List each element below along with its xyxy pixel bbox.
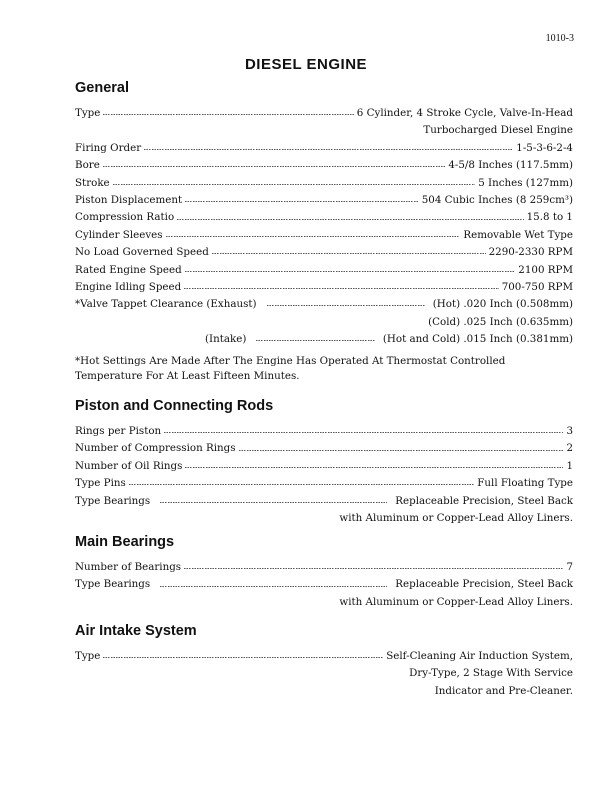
spec-row-type — [75, 105, 573, 122]
spec-label: Type Bearings — [75, 578, 151, 591]
spec-row — [75, 423, 573, 440]
spec-value: 1-5-3-6-2-4 — [516, 141, 573, 154]
spec-row-type — [75, 648, 573, 665]
spec-value: Removable Wet Type — [463, 228, 573, 241]
spec-value: 5 Inches (127mm) — [478, 176, 573, 189]
spec-label: Bore — [75, 159, 100, 172]
spec-label: Cylinder Sleeves — [75, 228, 163, 241]
spec-label: Number of Bearings — [75, 561, 182, 573]
spec-label: Type — [75, 107, 101, 119]
section-piston-rods — [75, 398, 573, 527]
spec-label: Firing Order — [75, 141, 142, 154]
spec-label: Number of Oil Rings — [75, 459, 183, 472]
dot-leader — [160, 502, 387, 503]
spec-label: (Intake) — [205, 333, 247, 346]
footnote: *Hot Settings Are Made After The Engine Has Operated At Thermostat Controlled Temperature For At Least Fifteen Minutes. — [75, 355, 506, 383]
spec-label: Compression Ratio — [75, 211, 175, 224]
dot-leader — [177, 219, 523, 220]
spec-value-continued: Dry-Type, 2 Stage With Service — [409, 667, 573, 680]
dot-leader — [267, 305, 425, 306]
spec-row — [75, 458, 573, 475]
section-general — [75, 80, 573, 384]
spec-row-sleeves — [75, 227, 573, 244]
dot-leader — [103, 114, 353, 115]
spec-label: *Valve Tappet Clearance (Exhaust) — [75, 298, 257, 311]
spec-row — [75, 493, 573, 510]
dot-leader — [185, 201, 419, 202]
dot-leader — [256, 340, 375, 341]
spec-value: 15.8 to 1 — [526, 211, 573, 224]
spec-label: Type — [75, 650, 101, 662]
spec-value: Replaceable Precision, Steel Back — [395, 578, 573, 591]
section-heading: Air Intake System — [75, 623, 197, 639]
spec-row-no-load-speed — [75, 244, 573, 261]
dot-leader — [113, 184, 476, 185]
spec-value: (Hot) .020 Inch (0.508mm) — [432, 298, 573, 311]
spec-value: 2100 RPM — [518, 263, 573, 276]
spec-row — [75, 475, 573, 492]
spec-row-displacement — [75, 192, 573, 209]
spec-value: 1 — [566, 459, 573, 472]
spec-row — [75, 559, 573, 576]
spec-value: Replaceable Precision, Steel Back — [395, 494, 573, 507]
section-heading: General — [75, 80, 129, 96]
dot-leader — [129, 484, 475, 485]
spec-value: Full Floating Type — [477, 477, 573, 490]
page-title: DIESEL ENGINE — [244, 56, 368, 73]
spec-row-firing-order — [75, 140, 573, 157]
section-heading: Piston and Connecting Rods — [75, 398, 274, 414]
spec-value: 700-750 RPM — [501, 280, 573, 293]
spec-label: Number of Compression Rings — [75, 442, 236, 455]
spec-value-continued: (Cold) .025 Inch (0.635mm) — [428, 315, 573, 328]
page-number: 1010-3 — [545, 33, 574, 44]
dot-leader — [160, 586, 387, 587]
spec-value: Self-Cleaning Air Induction System, — [386, 650, 573, 662]
spec-value: 6 Cylinder, 4 Stroke Cycle, Valve-In-Head — [356, 107, 573, 119]
spec-label: Type Bearings — [75, 494, 151, 507]
spec-label: Piston Displacement — [75, 193, 183, 206]
spec-value: 3 — [566, 425, 573, 437]
spec-row-bore — [75, 157, 573, 174]
spec-value: 2290-2330 RPM — [488, 246, 573, 259]
spec-row-rated-speed — [75, 262, 573, 279]
spec-label: Rings per Piston — [75, 425, 162, 437]
dot-leader — [212, 253, 486, 254]
spec-value: 504 Cubic Inches (8 259cm³) — [421, 193, 573, 206]
spec-value: 4-5/8 Inches (117.5mm) — [448, 159, 573, 172]
spec-label: Rated Engine Speed — [75, 263, 182, 276]
section-heading: Main Bearings — [75, 534, 175, 550]
dot-leader — [184, 288, 499, 289]
spec-value-continued: Indicator and Pre-Cleaner. — [434, 684, 573, 697]
spec-value: 7 — [566, 561, 573, 573]
dot-leader — [185, 271, 516, 272]
dot-leader — [164, 432, 563, 433]
dot-leader — [103, 166, 446, 167]
spec-value-continued: with Aluminum or Copper-Lead Alloy Liners. — [339, 595, 573, 608]
dot-leader — [239, 450, 564, 451]
dot-leader — [103, 657, 383, 658]
spec-label: Type Pins — [75, 477, 126, 490]
spec-row-compression — [75, 209, 573, 226]
dot-leader — [144, 149, 513, 150]
spec-row-stroke — [75, 175, 573, 192]
spec-value: (Hot and Cold) .015 Inch (0.381mm) — [382, 333, 573, 346]
spec-row-valve-exhaust — [75, 296, 573, 313]
dot-leader — [166, 236, 461, 237]
spec-label: No Load Governed Speed — [75, 246, 209, 259]
spec-row — [75, 440, 573, 457]
dot-leader — [185, 467, 563, 468]
spec-label: Stroke — [75, 176, 110, 189]
spec-row — [75, 576, 573, 593]
section-main-bearings — [75, 534, 573, 611]
spec-value: 2 — [566, 442, 573, 455]
spec-value-continued: Turbocharged Diesel Engine — [423, 124, 573, 137]
spec-value-continued: with Aluminum or Copper-Lead Alloy Liners. — [339, 511, 573, 524]
spec-row-valve-intake — [75, 331, 573, 348]
section-air-intake — [75, 623, 573, 700]
dot-leader — [184, 568, 563, 569]
spec-label: Engine Idling Speed — [75, 280, 182, 293]
spec-row-idle-speed — [75, 279, 573, 296]
